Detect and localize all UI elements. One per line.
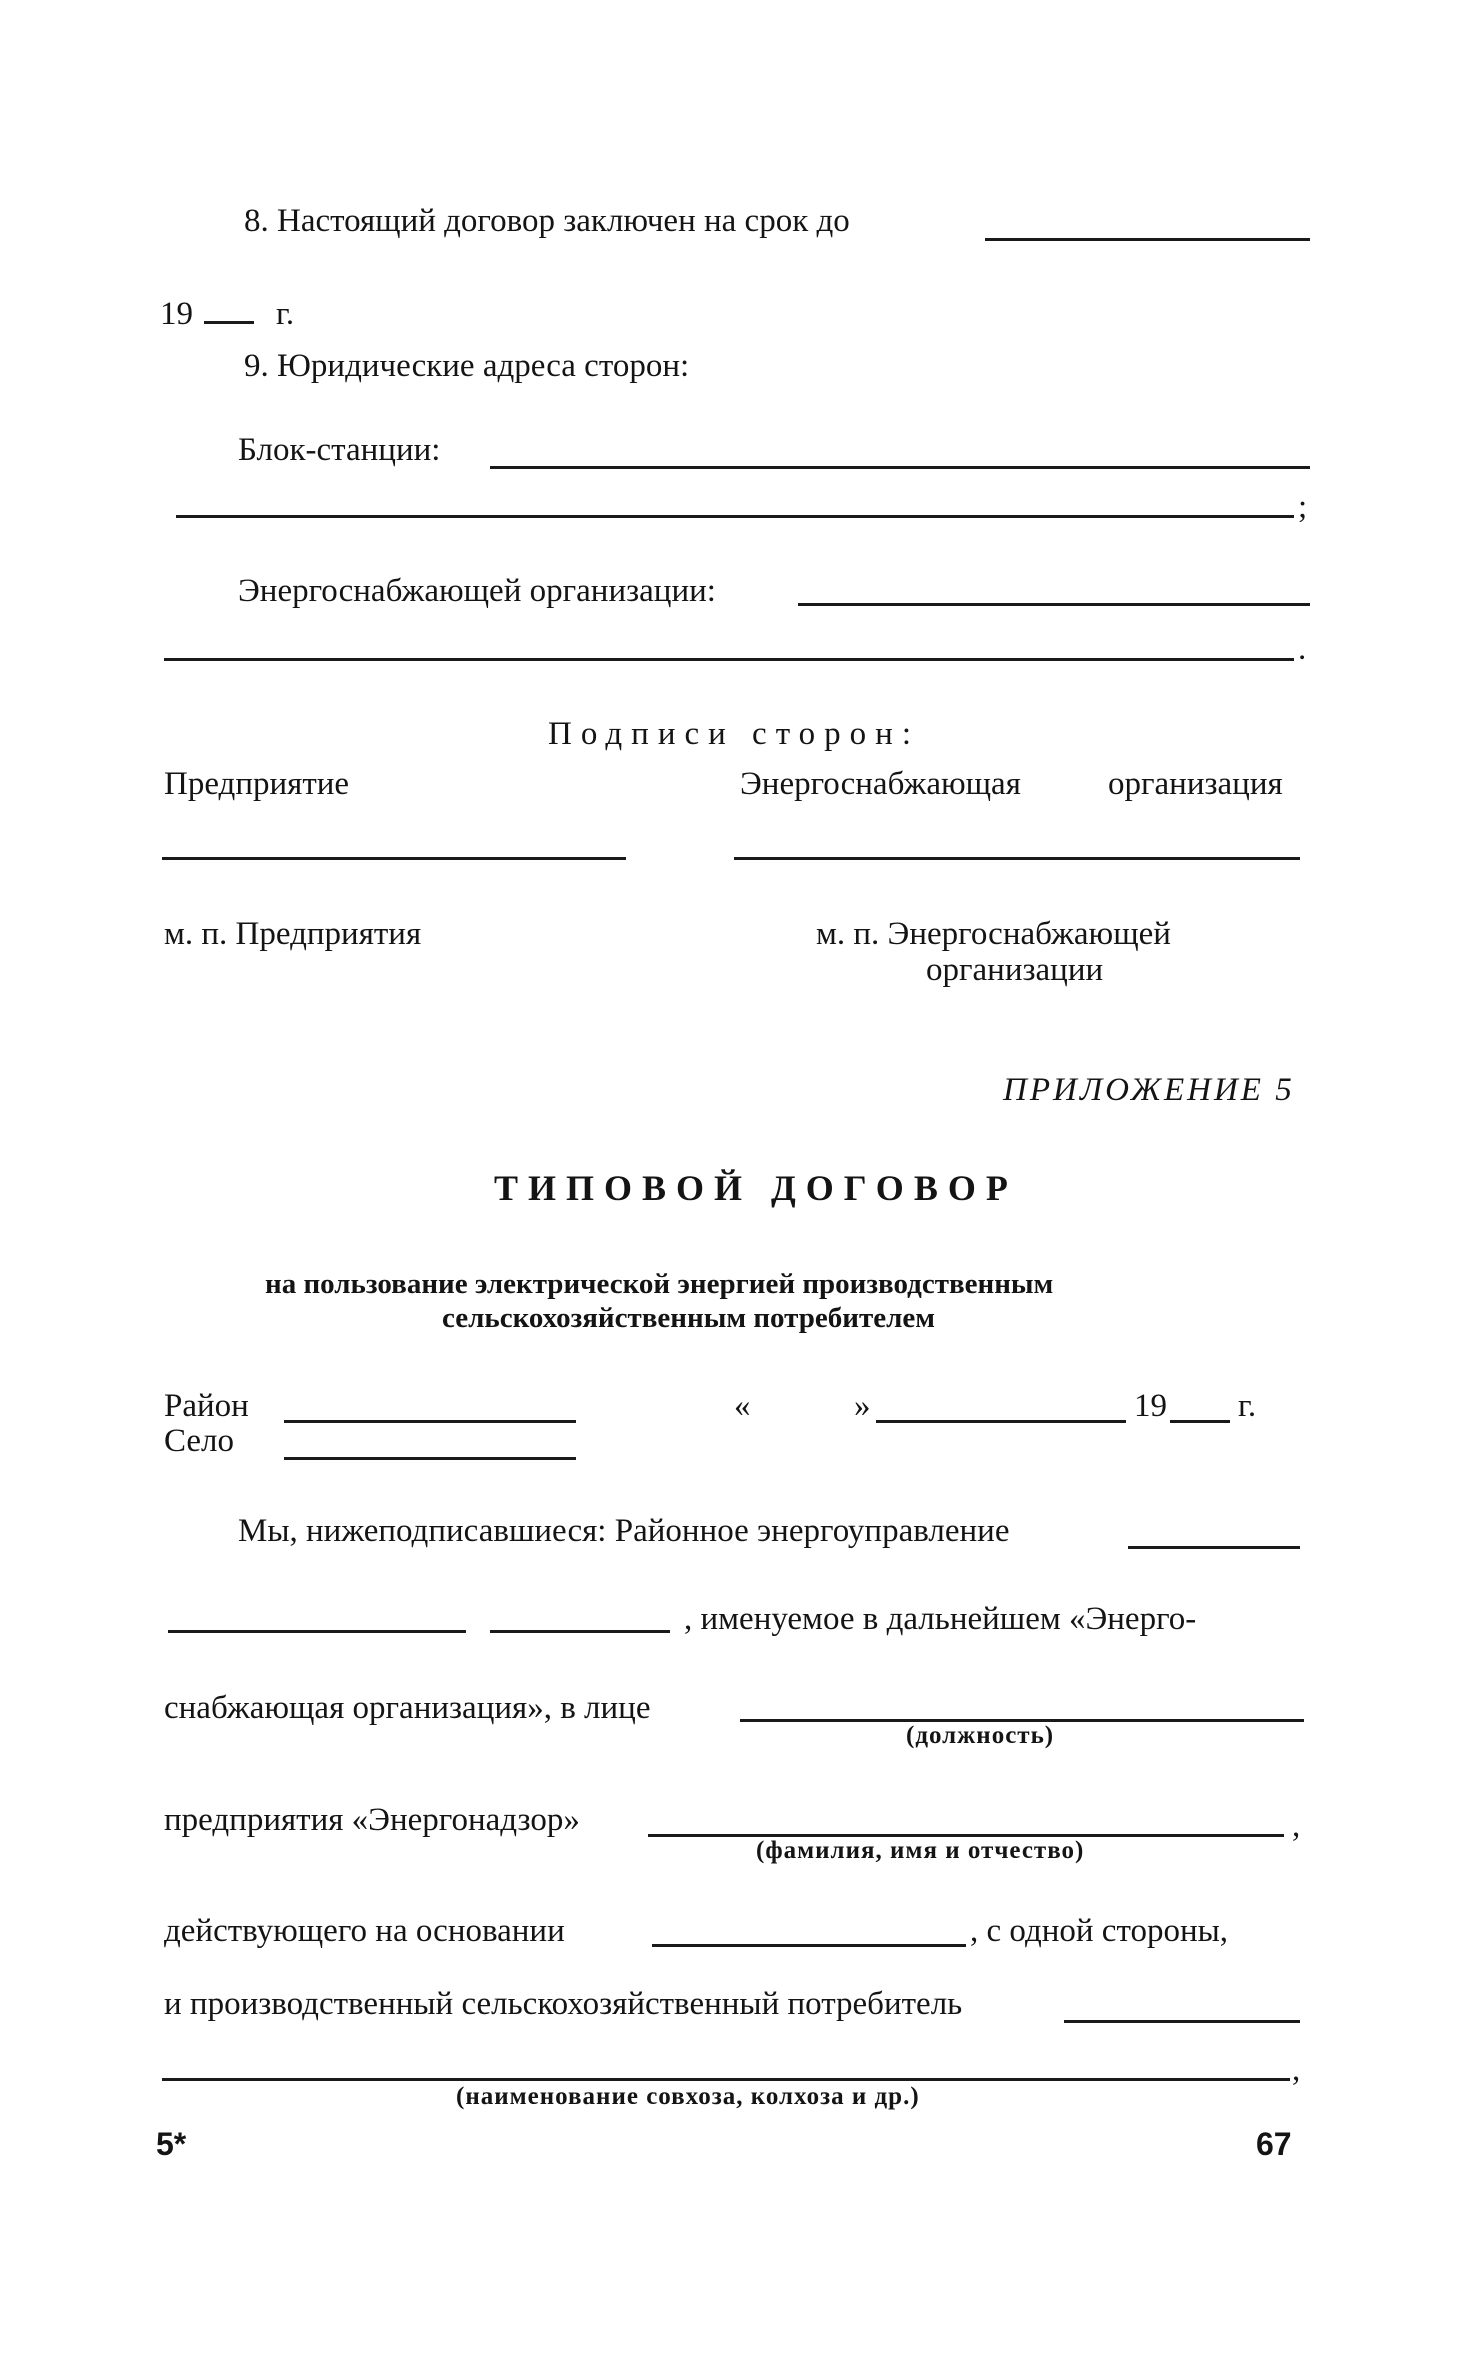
signature-right-field[interactable] xyxy=(734,857,1300,860)
full-name-caption: (фамилия, имя и отчество) xyxy=(756,1837,1085,1864)
date-quote-close: » xyxy=(854,1388,871,1424)
village-label: Село xyxy=(164,1423,235,1459)
position-caption: (должность) xyxy=(906,1722,1055,1749)
contract-term-year-prefix: 19 xyxy=(160,296,193,332)
body-line-1: Мы, нижеподписавшиеся: Районное энергоуправление xyxy=(238,1513,1010,1549)
date-year-prefix: 19 xyxy=(1134,1388,1167,1424)
contract-term-year-suffix: г. xyxy=(276,296,295,332)
block-station-label: Блок-станции: xyxy=(238,432,441,468)
district-label: Район xyxy=(164,1388,249,1424)
body-line-5b: , с одной стороны, xyxy=(970,1913,1229,1949)
district-field[interactable] xyxy=(284,1420,576,1423)
body-line-2: , именуемое в дальнейшем «Энерго- xyxy=(684,1601,1197,1637)
stamp-right-text-2: организации xyxy=(926,952,1104,988)
contract-term-date-field[interactable] xyxy=(985,238,1310,241)
stamp-left-text: м. п. Предприятия xyxy=(164,916,422,952)
signature-right-party-1: Энергоснабжающая xyxy=(740,766,1021,802)
district-office-field-2a[interactable] xyxy=(168,1630,466,1633)
village-field[interactable] xyxy=(284,1457,576,1460)
full-name-comma: , xyxy=(1292,1808,1301,1844)
energy-org-period: . xyxy=(1298,631,1307,667)
body-line-4: предприятия «Энергонадзор» xyxy=(164,1802,580,1838)
signature-left-field[interactable] xyxy=(162,857,626,860)
contract-subtitle-1: на пользование электрической энергией производственным xyxy=(265,1268,1054,1300)
energy-org-label: Энергоснабжающей организации: xyxy=(238,573,716,609)
stamp-right-text-1: м. п. Энергоснабжающей xyxy=(816,916,1171,952)
date-month-field[interactable] xyxy=(876,1420,1126,1423)
energy-org-address-field-2[interactable] xyxy=(164,658,1294,661)
consumer-name-field[interactable] xyxy=(162,2078,1290,2081)
contract-subtitle-2: сельскохозяйственным потребителем xyxy=(442,1302,935,1334)
contract-term-text: 8. Настоящий договор заключен на срок до xyxy=(244,203,850,239)
date-year-field[interactable] xyxy=(1170,1420,1230,1423)
consumer-name-comma: , xyxy=(1292,2052,1301,2088)
contract-term-year-field[interactable] xyxy=(204,321,254,324)
signature-left-party: Предприятие xyxy=(164,766,350,802)
date-quote-open: « xyxy=(734,1388,751,1424)
block-station-semicolon: ; xyxy=(1298,489,1308,525)
page-number: 67 xyxy=(1256,2126,1292,2162)
contract-title: ТИПОВОЙ ДОГОВОР xyxy=(494,1168,1018,1208)
consumer-field[interactable] xyxy=(1064,2020,1300,2023)
block-station-address-field[interactable] xyxy=(490,466,1310,469)
body-line-6: и производственный сельскохозяйственный потребитель xyxy=(164,1986,963,2022)
block-station-address-field-2[interactable] xyxy=(176,515,1294,518)
addresses-heading: 9. Юридические адреса сторон: xyxy=(244,348,690,384)
energy-org-address-field[interactable] xyxy=(798,603,1310,606)
appendix-label: ПРИЛОЖЕНИЕ 5 xyxy=(1003,1072,1295,1108)
body-line-5a: действующего на основании xyxy=(164,1913,565,1949)
signature-mark: 5* xyxy=(156,2126,187,2162)
district-office-field[interactable] xyxy=(1128,1546,1300,1549)
body-line-3: снабжающая организация», в лице xyxy=(164,1690,651,1726)
date-year-suffix: г. xyxy=(1238,1388,1257,1424)
consumer-name-caption: (наименование совхоза, колхоза и др.) xyxy=(456,2083,920,2110)
signature-right-party-2: организация xyxy=(1108,766,1283,802)
basis-field[interactable] xyxy=(652,1944,966,1947)
signatures-heading: Подписи сторон: xyxy=(548,716,921,752)
district-office-field-2b[interactable] xyxy=(490,1630,670,1633)
